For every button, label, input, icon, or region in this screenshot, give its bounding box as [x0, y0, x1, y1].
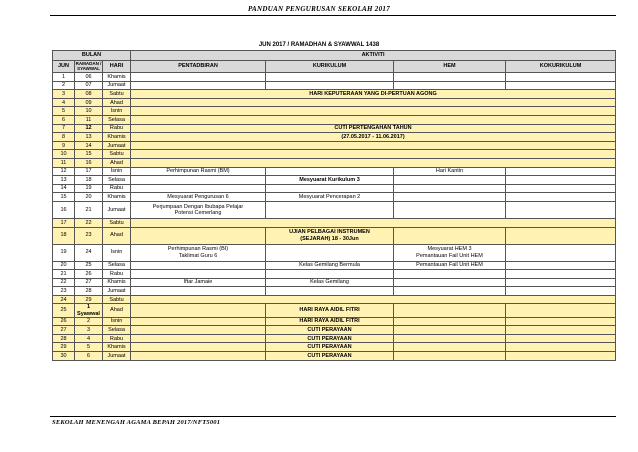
cell-hari: Khamis [103, 133, 131, 142]
cell-hari: Sabtu [103, 90, 131, 99]
cell-hari: Selasa [103, 176, 131, 185]
cell-kurikulum: HARI RAYA AIDIL FITRI [266, 304, 394, 317]
cell-pentadbiran [131, 201, 266, 218]
header-hari: HARI [103, 61, 131, 73]
table-row [53, 317, 616, 326]
cell-hijri: 20 [75, 193, 103, 202]
cell-pentadbiran [131, 244, 266, 261]
cell-hari: Rabu [103, 184, 131, 193]
cell-hijri: 07 [75, 81, 103, 90]
header-divider [50, 15, 616, 16]
cell-kurikulum-line2: (SEJARAH) 18 - 30Jun [300, 235, 359, 242]
cell-hijri: 2 [75, 317, 103, 326]
header-hem: HEM [394, 61, 506, 73]
cell-hijri: 25 [75, 261, 103, 270]
cell-hijri: 10 [75, 107, 103, 116]
cell-jun: 15 [53, 193, 75, 202]
table-row [53, 201, 616, 218]
cell-hijri: 12 [75, 124, 103, 133]
cell-pentadbiran-line2: Potensi Cemerlang [174, 209, 222, 216]
cell-kurikulum: CUTI PERAYAAN [266, 334, 394, 343]
table-row [53, 343, 616, 352]
cell-kurikulum: CUTI PERAYAAN [266, 343, 394, 352]
table-row [53, 115, 616, 124]
cell-pentadbiran: Perhimpunan Rasmi (BM) [131, 167, 266, 176]
table-row [53, 107, 616, 116]
cell-hari: Isnin [103, 107, 131, 116]
cell-kurikulum: Mesyuarat Kurikulum 3 [266, 176, 394, 185]
cell-hari: Jumaat [103, 287, 131, 296]
header-jun: JUN [53, 61, 75, 73]
cell-kurikulum: HARI RAYA AIDIL FITRI [266, 317, 394, 326]
table-row [53, 133, 616, 142]
header-kurikulum: KURIKULUM [266, 61, 394, 73]
cell-hari: Khamis [103, 73, 131, 82]
table-row [53, 287, 616, 296]
cell-kurikulum [266, 227, 394, 244]
header-kokurikulum: KOKURIKULUM [506, 61, 616, 73]
cell-hem-line2: Pemantauan Fail Unit HEM [416, 252, 483, 259]
cell-jun: 8 [53, 133, 75, 142]
holiday-dates: (27.05.2017 - 11.06.2017) [131, 133, 616, 142]
table-row [53, 334, 616, 343]
table-row [53, 351, 616, 360]
cell-hari: Jumaat [103, 201, 131, 218]
cell-hijri: 11 [75, 115, 103, 124]
cell-hem [394, 244, 506, 261]
cell-hari: Sabtu [103, 218, 131, 227]
cell-jun: 16 [53, 201, 75, 218]
cell-jun: 9 [53, 141, 75, 150]
cell-hijri: 09 [75, 98, 103, 107]
cell-hijri: 22 [75, 218, 103, 227]
month-title: JUN 2017 / RAMADHAN & SYAWWAL 1438 [258, 42, 380, 48]
table-row [53, 98, 616, 107]
cell-hem: Hari Kantin [394, 167, 506, 176]
header-pentadbiran: PENTADBIRAN [131, 61, 266, 73]
cell-hijri: 5 [75, 343, 103, 352]
page-header-title: PANDUAN PENGURUSAN SEKOLAH 2017 [248, 5, 390, 13]
table-row [53, 73, 616, 82]
cell-jun: 28 [53, 334, 75, 343]
cell-hijri: 21 [75, 201, 103, 218]
holiday-label: HARI KEPUTERAAN YANG DI-PERTUAN AGONG [131, 90, 616, 99]
cell-jun: 21 [53, 270, 75, 279]
cell-jun: 25 [53, 304, 75, 317]
cell-hari: Jumaat [103, 351, 131, 360]
cell-jun: 13 [53, 176, 75, 185]
cell-jun: 30 [53, 351, 75, 360]
table-row [53, 304, 616, 317]
cell-kurikulum: Mesyuarat Pencerapan 2 [266, 193, 394, 202]
cell-jun: 4 [53, 98, 75, 107]
cell-hari: Khamis [103, 278, 131, 287]
cell-pentadbiran-line1: Perjumpaan Dengan Ibubapa Pelajar [152, 203, 244, 210]
cell-hijri: 06 [75, 73, 103, 82]
cell-hari: Jumaat [103, 141, 131, 150]
table-row [53, 176, 616, 185]
cell-hari: Selasa [103, 326, 131, 335]
cell-kurikulum-line1: UJIAN PELBAGAI INSTRUMEN [289, 229, 370, 236]
cell-hari: Selasa [103, 261, 131, 270]
cell-hari: Sabtu [103, 150, 131, 159]
cell-hijri: 27 [75, 278, 103, 287]
cell-hijri: 28 [75, 287, 103, 296]
table-row [53, 244, 616, 261]
cell-jun: 10 [53, 150, 75, 159]
cell-jun: 7 [53, 124, 75, 133]
table-row [53, 81, 616, 90]
table-row [53, 227, 616, 244]
cell-hem: Pemantauan Fail Unit HEM [394, 261, 506, 270]
cell-hijri: 24 [75, 244, 103, 261]
cell-hijri: 08 [75, 90, 103, 99]
table-row [53, 184, 616, 193]
table-row [53, 295, 616, 304]
holiday-label: CUTI PERTENGAHAN TAHUN [131, 124, 616, 133]
cell-hari: Isnin [103, 317, 131, 326]
cell-jun: 22 [53, 278, 75, 287]
cell-jun: 5 [53, 107, 75, 116]
table-row [53, 167, 616, 176]
cell-hijri: 19 [75, 184, 103, 193]
cell-hijri: 18 [75, 176, 103, 185]
table-row [53, 218, 616, 227]
cell-jun: 14 [53, 184, 75, 193]
cell-jun: 27 [53, 326, 75, 335]
cell-jun: 24 [53, 295, 75, 304]
cell-hari: Khamis [103, 343, 131, 352]
cell-hari: Rabu [103, 334, 131, 343]
cell-hijri: 6 [75, 351, 103, 360]
cell-jun: 29 [53, 343, 75, 352]
table-row [53, 90, 616, 99]
cell-hem-line1: Mesyuarat HEM 3 [427, 246, 472, 253]
cell-hijri: 26 [75, 270, 103, 279]
cell-kurikulum: Kelas Gemilang Bermula [266, 261, 394, 270]
table-row [53, 261, 616, 270]
cell-pentadbiran-line1: Perhimpunan Rasmi (BI) [167, 246, 229, 253]
cell-hari: Isnin [103, 167, 131, 176]
header-ramadan-syawwal: RAMADAN / SYAWWAL [75, 60, 102, 71]
cell-kurikulum: CUTI PERAYAAN [266, 351, 394, 360]
cell-hari: Selasa [103, 115, 131, 124]
cell-hari: Ahad [103, 158, 131, 167]
table-row [53, 193, 616, 202]
cell-pentadbiran: Mesyuarat Pengurusan 6 [131, 193, 266, 202]
cell-jun: 11 [53, 158, 75, 167]
cell-kurikulum: Kelas Gemilang [266, 278, 394, 287]
table-row [53, 141, 616, 150]
cell-jun: 18 [53, 227, 75, 244]
cell-jun: 19 [53, 244, 75, 261]
cell-hijri: 4 [75, 334, 103, 343]
cell-hijri: 17 [75, 167, 103, 176]
table-row [53, 124, 616, 133]
page-footer-text: SEKOLAH MENENGAH AGAMA BEPAH 2017/NFT5001 [52, 419, 221, 426]
cell-jun: 3 [53, 90, 75, 99]
cell-hijri: 13 [75, 133, 103, 142]
cell-hari: Sabtu [103, 295, 131, 304]
table-row [53, 326, 616, 335]
cell-jun: 23 [53, 287, 75, 296]
header-aktiviti: AKTIVITI [131, 51, 616, 61]
table-row [53, 270, 616, 279]
cell-pentadbiran-line2: Taklimat Guru 6 [178, 252, 218, 259]
calendar-table [52, 50, 616, 361]
header-bulan: BULAN [53, 51, 131, 61]
cell-hijri: 15 [75, 150, 103, 159]
cell-jun: 12 [53, 167, 75, 176]
table-row [53, 158, 616, 167]
cell-hari: Rabu [103, 270, 131, 279]
cell-jun: 20 [53, 261, 75, 270]
cell-kurikulum: CUTI PERAYAAN [266, 326, 394, 335]
table-row [53, 150, 616, 159]
cell-hari: Ahad [103, 227, 131, 244]
cell-hari: Jumaat [103, 81, 131, 90]
cell-jun: 26 [53, 317, 75, 326]
table-row [53, 278, 616, 287]
footer-divider [50, 416, 616, 417]
cell-jun: 6 [53, 115, 75, 124]
cell-hijri: 14 [75, 141, 103, 150]
cell-jun: 2 [53, 81, 75, 90]
cell-hari: Isnin [103, 244, 131, 261]
cell-jun: 1 [53, 73, 75, 82]
cell-hijri: 29 [75, 295, 103, 304]
cell-hari: Ahad [103, 304, 131, 317]
cell-hijri: 16 [75, 158, 103, 167]
cell-hari: Khamis [103, 193, 131, 202]
cell-hijri: 1 Syawwal [75, 304, 103, 317]
cell-hari: Rabu [103, 124, 131, 133]
cell-hijri: 23 [75, 227, 103, 244]
cell-hijri: 3 [75, 326, 103, 335]
cell-jun: 17 [53, 218, 75, 227]
cell-hari: Ahad [103, 98, 131, 107]
cell-pentadbiran: Iftar Jamaie [131, 278, 266, 287]
